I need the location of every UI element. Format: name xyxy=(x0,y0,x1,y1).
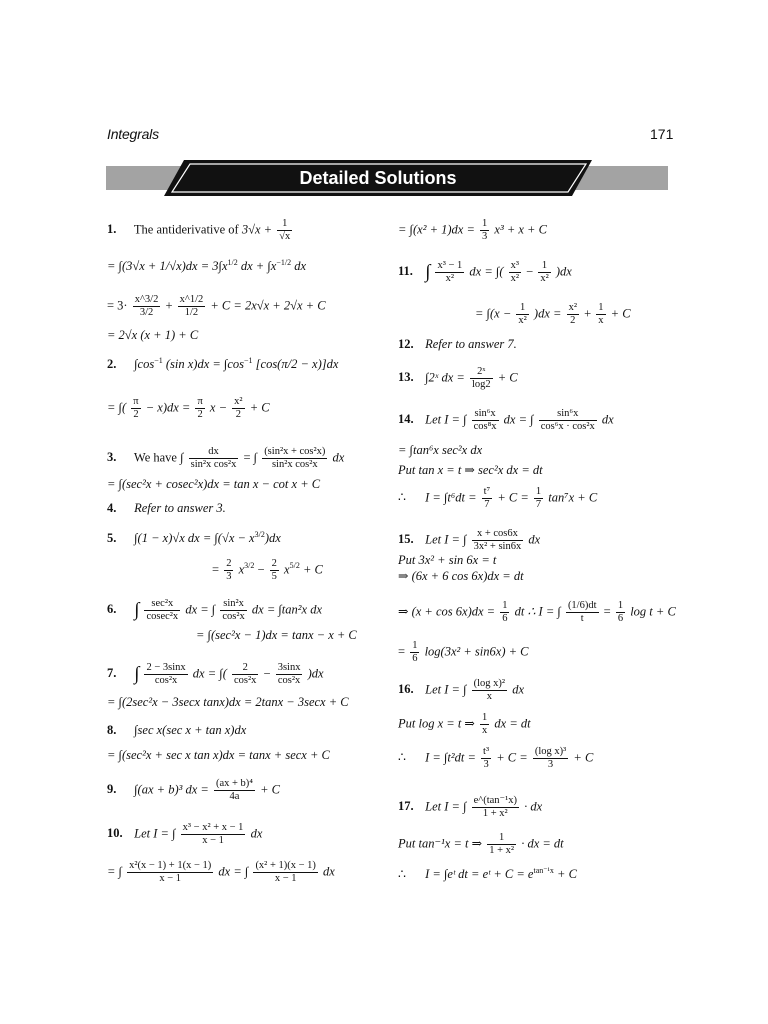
fraction: $\frac{1}{\text{x²}}$ xyxy=(518,302,527,326)
math: (sin x)dx = ∫cos xyxy=(165,357,245,371)
left-line-13 xyxy=(196,627,357,643)
left-line-2: = $\int(3√x + 1/√x)dx = 3\int x^{1/2}$ dx + $\int x^{-1/2}$ dx xyxy=(107,257,306,273)
question-number: 12. xyxy=(398,337,414,351)
fraction: $\frac{\text{sin⁶x}}{\text{cos⁶x · cos²x}}$ xyxy=(540,408,595,432)
fraction: $\frac{1}{\text{1 + x²}}$ xyxy=(489,832,515,856)
fraction: $\frac{1}{√x}$ xyxy=(279,218,291,242)
fraction: $\frac{\text{t⁷}}{7}$ xyxy=(483,486,491,510)
fraction: $\frac{1}{x}$ xyxy=(598,302,604,326)
left-line-8 xyxy=(107,476,320,492)
text: The antiderivative of xyxy=(133,222,239,237)
math: = ∫( xyxy=(107,400,127,415)
left-line-5: 2. $\int\cos^{-1}$ (sin $x)dx = \int\cos^{-1}$ [cos(π/2 − x)]dx xyxy=(107,355,339,371)
right-line-20: ∴ I = ∫eᵗ dt = eᵗ + $C = e^{tan^{-1}x} + C$ xyxy=(398,865,577,881)
right-line-15: 16. Let I = ∫ $\frac{\text{(log x)²}}{x}$ dx xyxy=(398,678,524,702)
math: = ∫(sec²x + cosec²x)dx = tan x − cot x + C xyxy=(107,477,321,491)
math: = ∫ xyxy=(243,450,258,465)
fraction: $\frac{\text{x²}}{2}$ xyxy=(568,302,577,326)
question-number: 4. xyxy=(107,501,117,515)
math: x − xyxy=(209,400,228,415)
left-line-17 xyxy=(107,747,330,763)
fraction: $\frac{1}{x}$ xyxy=(482,712,488,736)
fraction: $\frac{1}{6}$ xyxy=(502,600,508,624)
math: ∫(1 − x)√x dx = ∫(√x − x xyxy=(134,531,255,545)
math: dx xyxy=(294,259,306,273)
math: dx + ∫x xyxy=(240,259,277,273)
math: = ∫(3√x + 1/√x)dx = 3∫x xyxy=(107,259,228,273)
question-number: 6. xyxy=(107,602,117,617)
right-line-5: 13. ∫2ˣ dx = $\frac{\text{2ˣ}}{\log 2}$ + C xyxy=(398,366,518,390)
question-number: 13. xyxy=(398,370,414,385)
left-line-7 xyxy=(107,446,344,471)
fraction: $\frac{\text{sin⁶x}}{\text{cos⁸x}}$ xyxy=(473,408,497,432)
left-line-12: 6. ∫ $\frac{\text{sec²x}}{\text{cosec²x}}$ dx = ∫ $\frac{\text{sin²x}}{\text{cos²x}}$ dx = ∫tan²x dx xyxy=(107,598,322,622)
reference-text: Refer to answer 7. xyxy=(425,337,517,351)
fraction: $\frac{\text{x²}}{2}$ xyxy=(234,396,243,420)
left-line-19: 10. Let I = ∫ $\frac{\text{x³ − x² + x − 1}}{x - 1}$ dx xyxy=(107,822,263,846)
right-line-1: = ∫(x² + 1)dx = $\frac{1}{3}$ x³ + x + C xyxy=(398,218,547,242)
left-line-6 xyxy=(107,396,270,421)
question-number: 16. xyxy=(398,682,414,697)
math: + C = 2x√x + 2√x + C xyxy=(210,298,326,313)
right-line-4 xyxy=(398,336,517,352)
math: ∫sec x(sec x + tan x)dx xyxy=(134,723,247,737)
question-number: 15. xyxy=(398,532,414,547)
left-line-1 xyxy=(107,218,294,243)
fraction: $\frac{(1/6)dt}{t}$ xyxy=(567,600,597,624)
fraction: $\frac{1}{7}$ xyxy=(535,486,542,510)
question-number: 2. xyxy=(107,357,117,371)
fraction: $\frac{\text{(log x)²}}{x}$ xyxy=(473,678,506,702)
fraction: $\frac{1}{3}$ xyxy=(482,218,488,242)
math: Put tan x = t ⇒ sec²x dx = dt xyxy=(398,463,543,477)
math: = ∫tan⁶x sec²x dx xyxy=(398,443,483,457)
left-line-15 xyxy=(107,694,349,710)
fraction: $\frac{\pi}{2}$ xyxy=(133,396,139,420)
question-number: 5. xyxy=(107,531,117,545)
fraction: $\frac{1}{6}$ xyxy=(617,600,624,624)
fraction: $\frac{2}{5}$ xyxy=(271,558,277,582)
fraction: $\frac{\text{(sin²x + cos²x)}}{\text{sin²x cos²x}}$ xyxy=(264,446,326,470)
fraction: $\frac{3\sin x}{\text{cos²x}}$ xyxy=(277,662,301,686)
math: ∫cos xyxy=(134,357,155,371)
fraction: $\frac{1}{6}$ xyxy=(412,640,418,664)
math: ⇒ (6x + 6 cos 6x)dx = dt xyxy=(398,569,524,583)
right-line-18: 17. Let I = ∫ $\frac{\text{e\textasciicircum{}(tan⁻¹x)}}{\text{1 + x²}}$ · dx xyxy=(398,795,543,819)
left-line-9 xyxy=(107,500,226,516)
math: = 3· xyxy=(107,298,128,313)
right-line-13: ⇒ (x + cos 6x)dx = $\frac{1}{6}$ dt ∴ I = ∫ $\frac{(1/6)dt}{t}$ = $\frac{1}{6}$ log t + C xyxy=(398,600,676,624)
right-line-3: = ∫(x − $\frac{1}{\text{x²}}$ )dx = $\frac{\text{x²}}{2}$ + $\frac{1}{x}$ + C xyxy=(475,302,631,326)
fraction: $\frac{dx}{\text{sin²x cos²x}}$ xyxy=(190,446,237,470)
math: dx xyxy=(332,450,345,465)
banner-title: Detailed Solutions xyxy=(299,168,457,188)
right-line-9: ∴ I = ∫t⁶dt = $\frac{\text{t⁷}}{7}$ + C = $\frac{1}{7}$ tan⁷x + C xyxy=(398,486,598,510)
math: 3√x + xyxy=(241,222,273,237)
math: [cos(π/2 − x)]dx xyxy=(255,357,339,371)
fraction: $\frac{\text{x³}}{\text{x²}}$ xyxy=(510,260,520,284)
math: Put 3x² + sin 6x = t xyxy=(398,553,497,567)
question-number: 10. xyxy=(107,826,123,841)
reference-text: Refer to answer 3. xyxy=(134,501,226,515)
left-line-11: = $\frac{2}{3}$ $x^{3/2}$ − $\frac{2}{5}$ $x^{5/2} + C$ xyxy=(212,558,323,582)
right-line-10: 15. Let I = ∫ $\frac{x + \cos 6x}{\text{3x² + sin6x}}$ dx xyxy=(398,528,541,552)
left-line-4 xyxy=(107,327,198,343)
fraction: $\frac{\text{e\textasciicircum{}(tan⁻¹x)}}{\text{1 + x²}}$ xyxy=(473,795,517,819)
right-line-2: 11. ∫ $\frac{\text{x³ − 1}}{\text{x²}}$ dx = ∫( $\frac{\text{x³}}{\text{x²}}$ − $\frac{1}{\text{x²}}$ )dx xyxy=(398,260,572,284)
fraction: $\frac{x + \cos 6x}{\text{3x² + sin6x}}$ xyxy=(473,528,522,552)
fraction: $\frac{\text{sin²x}}{\text{cos²x}}$ xyxy=(222,598,245,622)
question-number: 14. xyxy=(398,412,414,427)
fraction: $\frac{\text{(log x)³}}{3}$ xyxy=(534,746,567,770)
fraction: $\frac{\text{x³ − x² + x − 1}}{x - 1}$ xyxy=(182,822,244,846)
question-number: 9. xyxy=(107,782,117,797)
question-number: 17. xyxy=(398,799,414,814)
question-number: 3. xyxy=(107,450,117,465)
right-line-8 xyxy=(398,462,543,478)
left-line-3: = 3· $\frac{x\^{}3/2}{3/2}$ + $\frac{x\^{}1/2}{1/2}$ + C = 2x√x + 2√x + C xyxy=(107,294,326,318)
right-line-7 xyxy=(398,442,482,458)
fraction: $\frac{\text{2ˣ}}{\log 2}$ xyxy=(471,366,491,390)
fraction: $\frac{2 - 3\sin x}{\text{cos²x}}$ xyxy=(146,662,186,686)
section-banner xyxy=(106,158,668,198)
fraction: $\frac{\text{(ax + b)⁴}}{4a}$ xyxy=(215,778,253,802)
fraction: $\frac{\text{(x² + 1)(x − 1)}}{x - 1}$ xyxy=(255,860,316,884)
math: = 2√x (x + 1) + C xyxy=(107,328,199,342)
fraction: $\frac{\text{sec²x}}{\text{cosec²x}}$ xyxy=(146,598,179,622)
fraction: $\frac{\text{t³}}{3}$ xyxy=(483,746,490,770)
right-line-16: Put log x = t ⇒ $\frac{1}{x}$ dx = dt xyxy=(398,712,531,736)
right-line-11 xyxy=(398,552,496,568)
right-line-19: Put tan⁻¹x = t ⇒ $\frac{1}{\text{1 + x²}}$ · dx = dt xyxy=(398,832,564,856)
left-line-10: 5. ∫(1 − x)√x dx = $\int(√x - x^{3/2})dx$ xyxy=(107,529,281,545)
question-number: 11. xyxy=(398,264,413,279)
left-line-16 xyxy=(107,722,246,738)
math: = ∫(sec²x + sec x tan x)dx = tanx + secx + C xyxy=(107,748,330,762)
math: + C xyxy=(249,400,270,415)
left-line-18: 9. ∫(ax + b)³ dx = $\frac{\text{(ax + b)⁴}}{4a}$ + C xyxy=(107,778,280,802)
fraction: $\frac{2}{3}$ xyxy=(226,558,232,582)
fraction: $\frac{x\^{}3/2}{3/2}$ xyxy=(134,294,159,318)
right-line-6: 14. Let I = ∫ $\frac{\text{sin⁶x}}{\text{cos⁸x}}$ dx = ∫ $\frac{\text{sin⁶x}}{\text{cos⁶x · cos²x}}$ dx xyxy=(398,408,614,432)
fraction: $\frac{x\^{}1/2}{1/2}$ xyxy=(179,294,204,318)
math: = ∫(2sec²x − 3secx tanx)dx = 2tanx − 3secx + C xyxy=(107,695,349,709)
math: We have ∫ xyxy=(133,450,184,465)
page-number: 171 xyxy=(650,126,674,142)
question-number: 1. xyxy=(107,222,117,237)
left-line-14: 7. ∫ $\frac{2 - 3\sin x}{\text{cos²x}}$ dx = ∫( $\frac{2}{\text{cos²x}}$ − $\frac{3\sin x}{\text{cos²x}}$ )dx xyxy=(107,662,324,686)
right-line-12 xyxy=(398,568,524,584)
question-number: 8. xyxy=(107,723,117,737)
left-line-20: = ∫ $\frac{\text{x²(x − 1) + 1(x − 1)}}{x - 1}$ dx = ∫ $\frac{\text{(x² + 1)(x − 1)}}{x - 1}$ dx xyxy=(107,860,335,884)
fraction: $\frac{\text{x³ − 1}}{\text{x²}}$ xyxy=(437,260,463,284)
math: = ∫(sec²x − 1)dx = tanx − x + C xyxy=(196,628,357,642)
math: − x)dx = xyxy=(145,400,191,415)
right-line-14: = $\frac{1}{6}$ log(3x² + sin6x) + C xyxy=(398,640,529,664)
right-line-17: ∴ I = ∫t²dt = $\frac{\text{t³}}{3}$ + C = $\frac{\text{(log x)³}}{3}$ + C xyxy=(398,746,594,770)
fraction: $\frac{2}{\text{cos²x}}$ xyxy=(233,662,257,686)
question-number: 7. xyxy=(107,666,117,681)
fraction: $\frac{1}{\text{x²}}$ xyxy=(540,260,549,284)
fraction: $\frac{\text{x²(x − 1) + 1(x − 1)}}{x - 1}$ xyxy=(129,860,212,884)
fraction: $\frac{\pi}{2}$ xyxy=(197,396,203,420)
chapter-title: Integrals xyxy=(107,126,159,142)
